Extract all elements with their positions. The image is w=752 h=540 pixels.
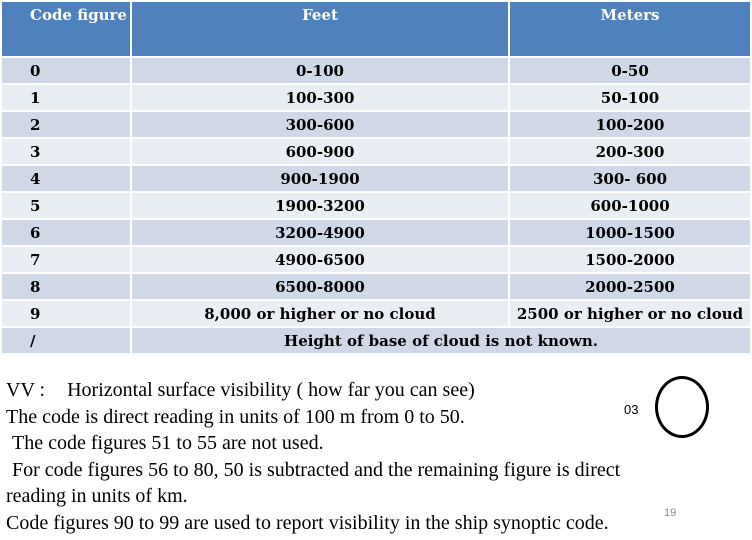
cell-code: /	[1, 327, 131, 354]
code-tag: 03	[624, 402, 639, 417]
note-line-4: For code figures 56 to 80, 50 is subtracted and the remaining figure is direct	[12, 458, 621, 481]
note-line-2: The code is direct reading in units of 100 m from 0 to 50.	[6, 405, 465, 428]
cell-meters: 200-300	[509, 138, 751, 165]
cell-feet: 900-1900	[131, 165, 509, 192]
cell-code: 8	[1, 273, 131, 300]
cell-code: 9	[1, 300, 131, 327]
cell-code: 6	[1, 219, 131, 246]
cell-feet: 8,000 or higher or no cloud	[131, 300, 509, 327]
cell-code: 0	[1, 57, 131, 84]
cell-feet: 1900-3200	[131, 192, 509, 219]
cell-meters: 300- 600	[509, 165, 751, 192]
cell-code: 2	[1, 111, 131, 138]
cell-meters: 600-1000	[509, 192, 751, 219]
note-line-3: The code figures 51 to 55 are not used.	[12, 432, 324, 454]
cell-feet: 6500-8000	[131, 273, 509, 300]
cell-meters: 2000-2500	[509, 273, 751, 300]
table-row	[1, 327, 751, 354]
cell-meters: 1500-2000	[509, 246, 751, 273]
cell-code: 4	[1, 165, 131, 192]
note-line-5: reading in units of km.	[6, 485, 188, 507]
table-row	[1, 300, 751, 327]
cell-merged-note: Height of base of cloud is not known.	[131, 327, 751, 354]
header-feet: Feet	[131, 1, 509, 57]
cell-meters: 50-100	[509, 84, 751, 111]
table-row	[1, 273, 751, 300]
table-row	[1, 84, 751, 111]
header-code-figure: Code figure	[1, 1, 131, 57]
cell-feet: 3200-4900	[131, 219, 509, 246]
note-line-6: Code figures 90 to 99 are used to report visibility in the ship synoptic code.	[6, 511, 609, 534]
page-number: 19	[664, 507, 677, 519]
table-row	[1, 246, 751, 273]
vv-label: VV :	[6, 379, 46, 401]
table-row	[1, 219, 751, 246]
cell-feet: 100-300	[131, 84, 509, 111]
cell-code: 3	[1, 138, 131, 165]
cell-code: 7	[1, 246, 131, 273]
table-row	[1, 138, 751, 165]
table-header-row	[1, 1, 751, 57]
table-row	[1, 165, 751, 192]
visibility-notes	[6, 377, 706, 536]
table-row	[1, 192, 751, 219]
cell-feet: 4900-6500	[131, 246, 509, 273]
table-row	[1, 57, 751, 84]
cell-feet: 600-900	[131, 138, 509, 165]
circle-shape	[655, 376, 709, 438]
cell-meters: 0-50	[509, 57, 751, 84]
cell-feet: 300-600	[131, 111, 509, 138]
vv-description: Horizontal surface visibility ( how far you can see)	[67, 379, 475, 401]
table-row	[1, 111, 751, 138]
cell-meters: 100-200	[509, 111, 751, 138]
cell-code: 5	[1, 192, 131, 219]
cell-feet: 0-100	[131, 57, 509, 84]
cell-meters: 1000-1500	[509, 219, 751, 246]
vv-line	[6, 377, 706, 404]
cell-meters: 2500 or higher or no cloud	[509, 300, 751, 327]
cell-code: 1	[1, 84, 131, 111]
header-meters: Meters	[509, 1, 751, 57]
